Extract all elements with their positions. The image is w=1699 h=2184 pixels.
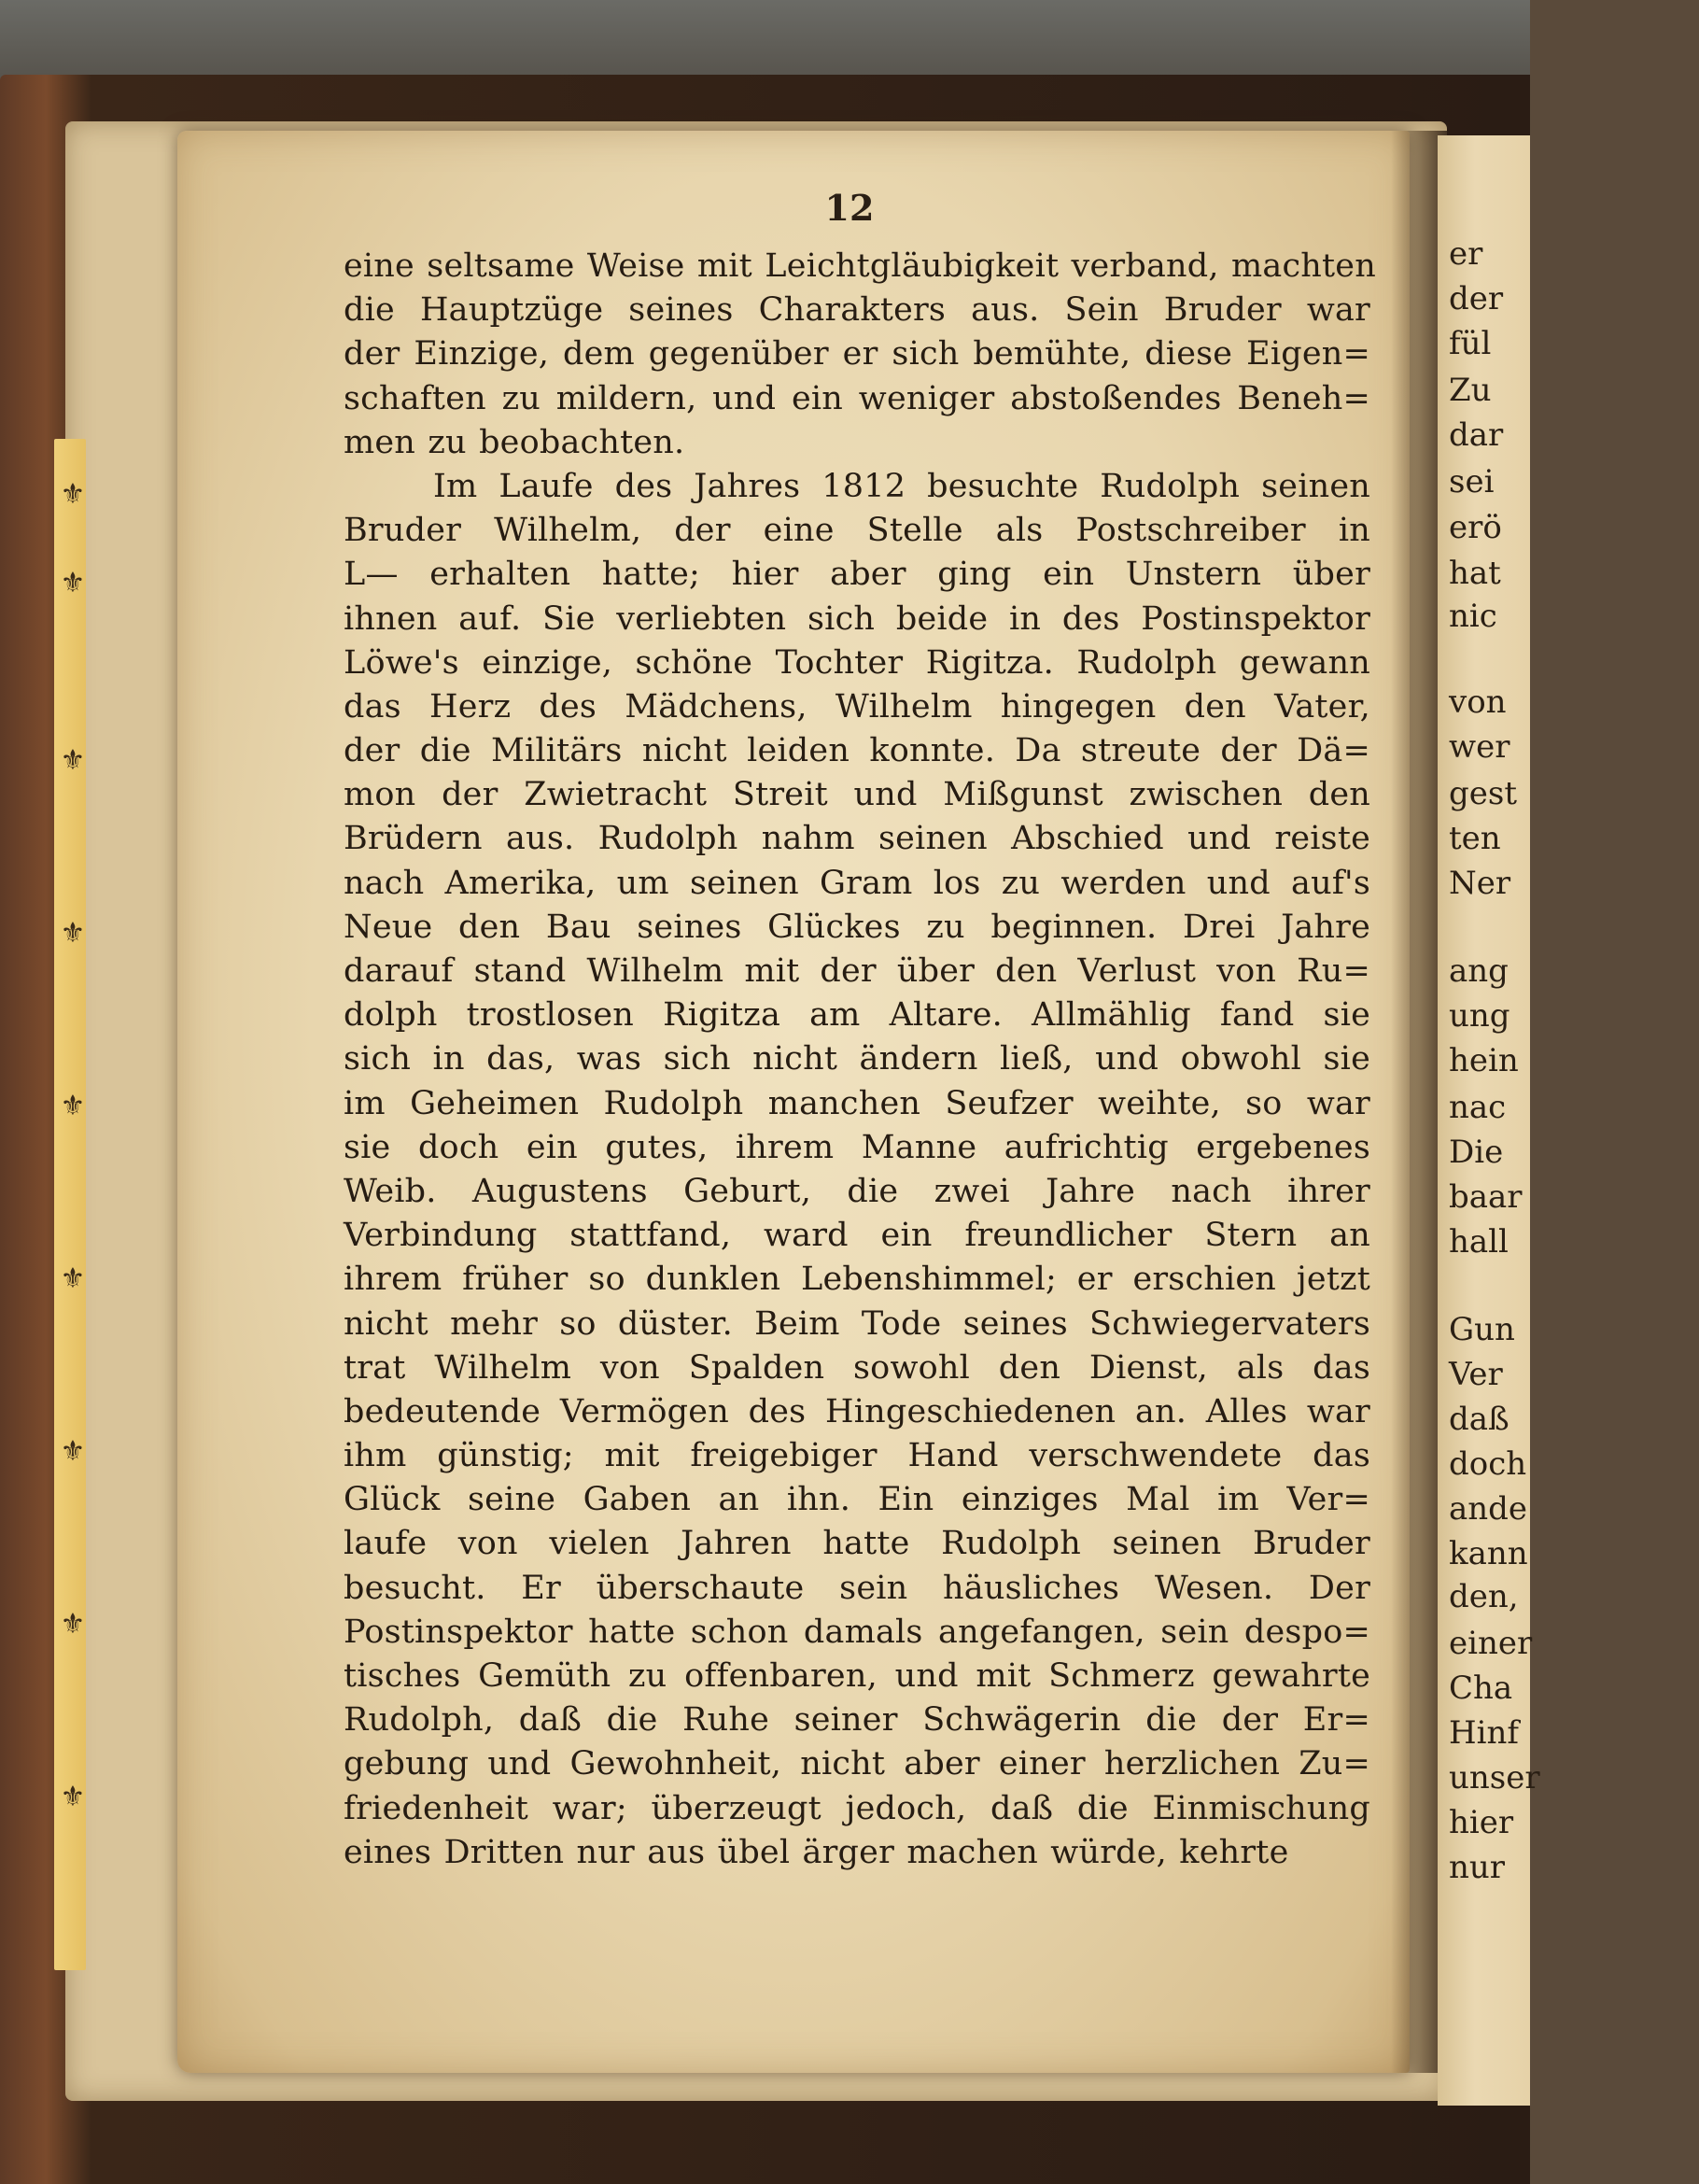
text-line: men zu beobachten. bbox=[344, 423, 685, 461]
text-line: L— erhalten hatte; hier aber ging ein Unstern über bbox=[344, 556, 1370, 594]
text-line: Verbindung stattfand, ward ein freundlicher Stern an bbox=[344, 1217, 1370, 1255]
facing-page-fragment: Gun bbox=[1449, 1311, 1515, 1348]
facing-page-fragment: erö bbox=[1449, 509, 1502, 546]
facing-page-fragment: ande bbox=[1449, 1490, 1528, 1528]
text-line: Postinspektor hatte schon damals angefangen, sein despo= bbox=[344, 1613, 1370, 1651]
text-line: bedeutende Vermögen des Hingeschiedenen an. Alles war bbox=[344, 1392, 1370, 1430]
facing-page-fragment: sei bbox=[1449, 463, 1495, 500]
text-line: nach Amerika, um seinen Gram los zu werden und auf's bbox=[344, 864, 1370, 902]
facing-page-fragment: kann bbox=[1449, 1535, 1528, 1572]
text-line: ihm günstig; mit freigebiger Hand verschwendete das bbox=[344, 1437, 1370, 1475]
text-line: der Einzige, dem gegenüber er sich bemühte, diese Eigen= bbox=[344, 335, 1370, 373]
facing-page-fragment: nur bbox=[1449, 1849, 1506, 1886]
facing-page-fragment: unser bbox=[1449, 1759, 1540, 1797]
page-number: 12 bbox=[824, 187, 875, 229]
text-line: gebung und Gewohnheit, nicht aber einer herzlichen Zu= bbox=[344, 1745, 1370, 1783]
text-line: im Geheimen Rudolph manchen Seufzer weihte, so war bbox=[344, 1084, 1370, 1122]
page-text bbox=[344, 245, 1376, 1875]
slip-ornament-icon: ⚜ bbox=[60, 1262, 86, 1295]
text-line: die Hauptzüge seines Charakters aus. Sein Bruder war bbox=[344, 291, 1370, 330]
bookmark-slip bbox=[54, 439, 86, 1970]
facing-page bbox=[1438, 135, 1540, 2106]
text-line: Bruder Wilhelm, der eine Stelle als Postschreiber in bbox=[344, 512, 1370, 550]
text-line: Löwe's einzige, schöne Tochter Rigitza. Rudolph gewann bbox=[344, 643, 1370, 682]
text-line: darauf stand Wilhelm mit der über den Verlust von Ru= bbox=[344, 952, 1370, 990]
text-line: dolph trostlosen Rigitza am Altare. Allmählig fand sie bbox=[344, 996, 1370, 1035]
text-line: friedenheit war; überzeugt jedoch, daß die Einmischung bbox=[344, 1789, 1370, 1827]
text-line: Brüdern aus. Rudolph nahm seinen Abschied und reiste bbox=[344, 820, 1370, 858]
facing-page-fragment: daß bbox=[1449, 1401, 1509, 1438]
facing-page-fragment: gest bbox=[1449, 775, 1517, 812]
text-line: schaften zu mildern, und ein weniger abstoßendes Beneh= bbox=[344, 379, 1370, 417]
facing-page-fragment: hein bbox=[1449, 1042, 1519, 1079]
text-line: ihrem früher so dunklen Lebenshimmel; er erschien jetzt bbox=[344, 1261, 1370, 1299]
text-line: Neue den Bau seines Glückes zu beginnen. Drei Jahre bbox=[344, 908, 1370, 946]
facing-page-fragment: einer bbox=[1449, 1625, 1533, 1662]
text-line: sich in das, was sich nicht ändern ließ, und obwohl sie bbox=[344, 1040, 1370, 1078]
text-line: eine seltsame Weise mit Leichtgläubigkeit verband, machten bbox=[344, 247, 1376, 285]
facing-page-fragment: dar bbox=[1449, 416, 1504, 454]
facing-page-fragment: hat bbox=[1449, 555, 1501, 592]
facing-page-fragment: er bbox=[1449, 235, 1483, 273]
facing-page-fragment: Cha bbox=[1449, 1670, 1513, 1707]
text-line: Weib. Augustens Geburt, die zwei Jahre nach ihrer bbox=[344, 1172, 1370, 1210]
slip-ornament-icon: ⚜ bbox=[60, 744, 86, 777]
facing-page-fragment: nac bbox=[1449, 1089, 1507, 1126]
slip-ornament-icon: ⚜ bbox=[60, 567, 86, 599]
text-line: mon der Zwietracht Streit und Mißgunst zwischen den bbox=[344, 776, 1370, 814]
text-line: trat Wilhelm von Spalden sowohl den Dienst, als das bbox=[344, 1348, 1370, 1387]
facing-page-fragment: hall bbox=[1449, 1223, 1509, 1261]
facing-page-fragment: nic bbox=[1449, 598, 1497, 635]
facing-page-fragment: wer bbox=[1449, 728, 1510, 766]
text-line: eines Dritten nur aus übel ärger machen würde, kehrte bbox=[344, 1833, 1289, 1871]
text-line: Rudolph, daß die Ruhe seiner Schwägerin die der Er= bbox=[344, 1701, 1370, 1740]
facing-page-fragment: hier bbox=[1449, 1804, 1514, 1841]
slip-ornament-icon: ⚜ bbox=[60, 1090, 86, 1122]
facing-page-fragment: doch bbox=[1449, 1445, 1527, 1483]
facing-page-fragment: Die bbox=[1449, 1134, 1504, 1171]
facing-page-fragment: ten bbox=[1449, 820, 1501, 857]
slip-ornament-icon: ⚜ bbox=[60, 1608, 86, 1641]
facing-page-fragment: Ner bbox=[1449, 865, 1511, 902]
facing-page-fragment: baar bbox=[1449, 1178, 1523, 1216]
facing-page-fragment: ang bbox=[1449, 952, 1509, 990]
slip-ornament-icon: ⚜ bbox=[60, 478, 86, 511]
text-line: das Herz des Mädchens, Wilhelm hingegen den Vater, bbox=[344, 687, 1370, 726]
slip-ornament-icon: ⚜ bbox=[60, 1781, 86, 1813]
text-line: besucht. Er überschaute sein häusliches Wesen. Der bbox=[344, 1569, 1370, 1607]
text-line: ihnen auf. Sie verliebten sich beide in des Postinspektor bbox=[344, 599, 1370, 638]
facing-page-fragment: den, bbox=[1449, 1578, 1519, 1615]
facing-page-fragment: von bbox=[1449, 683, 1507, 721]
facing-page-fragment: der bbox=[1449, 280, 1504, 317]
text-line: tisches Gemüth zu offenbaren, und mit Schmerz gewahrte bbox=[344, 1657, 1370, 1695]
text-line: Im Laufe des Jahres 1812 besuchte Rudolph seinen bbox=[433, 467, 1370, 505]
text-line: nicht mehr so düster. Beim Tode seines Schwiegervaters bbox=[344, 1304, 1370, 1343]
text-line: laufe von vielen Jahren hatte Rudolph seinen Bruder bbox=[344, 1525, 1370, 1563]
facing-page-fragment: ung bbox=[1449, 997, 1510, 1035]
slip-ornament-icon: ⚜ bbox=[60, 1435, 86, 1468]
text-line: der die Militärs nicht leiden konnte. Da streute der Dä= bbox=[344, 732, 1370, 770]
facing-page-fragment: Ver bbox=[1449, 1356, 1503, 1393]
facing-page-fragment: Hinf bbox=[1449, 1714, 1520, 1752]
text-line: sie doch ein gutes, ihrem Manne aufrichtig ergebenes bbox=[344, 1128, 1370, 1166]
facing-page-fragment: Zu bbox=[1449, 372, 1492, 409]
facing-page-fragment: fül bbox=[1449, 325, 1492, 362]
text-line: Glück seine Gaben an ihn. Ein einziges Mal im Ver= bbox=[344, 1481, 1370, 1519]
slip-ornament-icon: ⚜ bbox=[60, 917, 86, 950]
